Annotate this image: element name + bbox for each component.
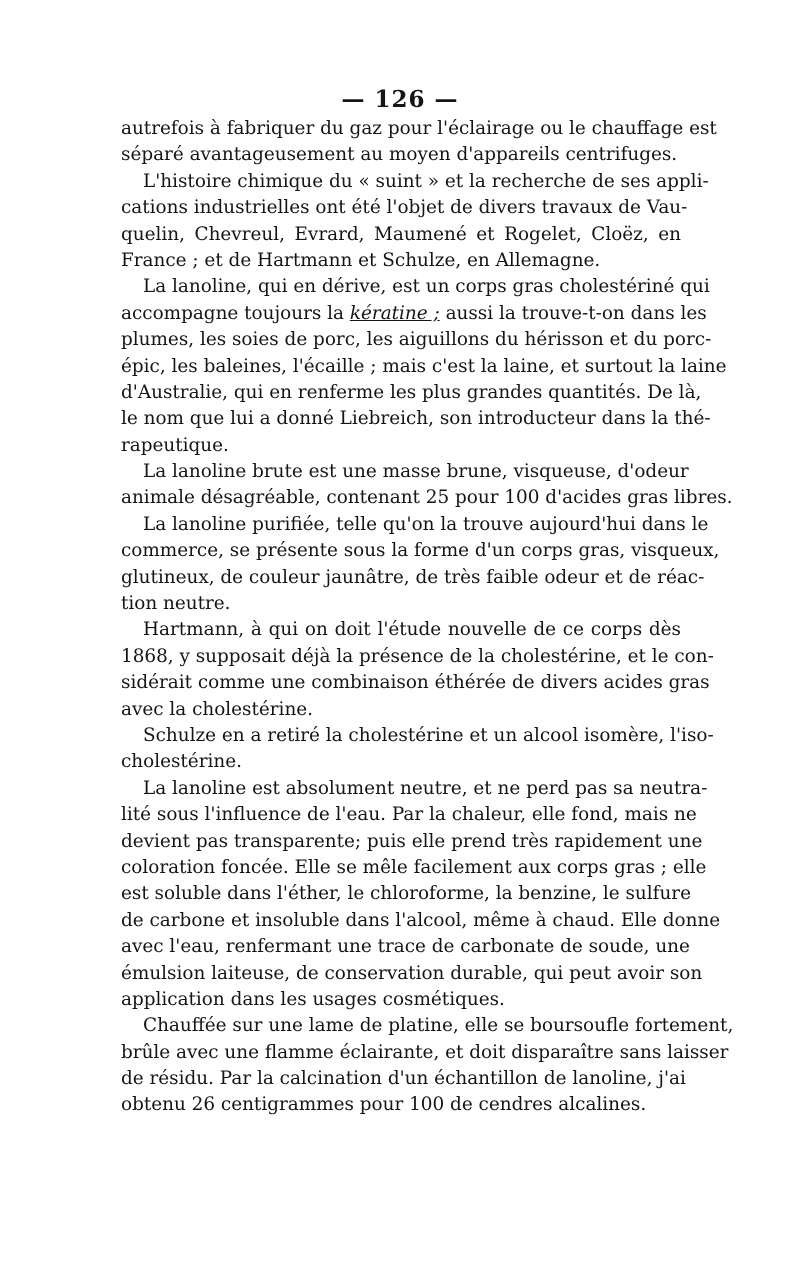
text-line: avec l'eau, renfermant une trace de carbonate de soude, une	[121, 936, 690, 958]
text-line: glutineux, de couleur jaunâtre, de très faible odeur et de réac-	[121, 566, 705, 588]
text-line: La lanoline, qui en dérive, est un corps gras cholestériné qui	[143, 276, 710, 298]
text-line: avec la cholestérine.	[121, 698, 314, 720]
text-line: plumes, les soies de porc, les aiguillons du hérisson et du porc-	[121, 329, 712, 351]
text-line: tion neutre.	[121, 593, 231, 615]
text-line: Schulze en a retiré la cholestérine et un alcool isomère, l'iso-	[143, 724, 714, 746]
body-text	[121, 116, 734, 1119]
text-line: sidérait comme une combinaison éthérée de divers acides gras	[121, 672, 710, 694]
text-line: lité sous l'influence de l'eau. Par la chaleur, elle fond, mais ne	[121, 804, 697, 826]
text-line: cholestérine.	[121, 751, 242, 773]
text-line: épic, les baleines, l'écaille ; mais c'est la laine, et surtout la laine	[121, 355, 727, 377]
text-line: animale désagréable, contenant 25 pour 100 d'acides gras libres.	[121, 487, 733, 509]
text-line: coloration foncée. Elle se mêle facilement aux corps gras ; elle	[121, 856, 707, 878]
text-line: cations industrielles ont été l'objet de divers travaux de Vau-	[121, 197, 688, 219]
text-line: application dans les usages cosmétiques.	[121, 988, 505, 1010]
text-line: autrefois à fabriquer du gaz pour l'éclairage ou le chauffage est	[121, 118, 717, 139]
text-line: brûle avec une flamme éclairante, et doit disparaître sans laisser	[121, 1041, 729, 1063]
text-line: obtenu 26 centigrammes pour 100 de cendres alcalines.	[121, 1094, 647, 1116]
page-number-header: — 126 —	[341, 86, 459, 113]
text-segment: accompagne toujours la	[121, 302, 345, 324]
italic-term: kératine ;	[349, 302, 440, 324]
text-line: émulsion laiteuse, de conservation durable, qui peut avoir son	[121, 962, 703, 984]
text-line: Hartmann, à qui on doit l'étude nouvelle de ce corps dès	[143, 619, 681, 641]
text-segment: aussi la trouve-t-on dans les	[445, 302, 707, 324]
text-line: La lanoline purifiée, telle qu'on la trouve aujourd'hui dans le	[143, 513, 709, 535]
text-line: rapeutique.	[121, 434, 229, 456]
text-line: La lanoline est absolument neutre, et ne perd pas sa neutra-	[143, 777, 708, 799]
text-line: le nom que lui a donné Liebreich, son introducteur dans la thé-	[121, 408, 711, 430]
text-line: devient pas transparente; puis elle prend très rapidement une	[121, 830, 703, 852]
text-line: La lanoline brute est une masse brune, visqueuse, d'odeur	[143, 461, 689, 483]
text-line: 1868, y supposait déjà la présence de la cholestérine, et le con-	[121, 645, 714, 667]
text-line: quelin, Chevreul, Evrard, Maumené et Rogelet, Cloëz, en	[121, 223, 681, 245]
text-line: Chauffée sur une lame de platine, elle se boursoufle fortement,	[143, 1015, 734, 1037]
text-line: L'histoire chimique du « suint » et la recherche de ses appli-	[143, 170, 709, 192]
text-line: commerce, se présente sous la forme d'un corps gras, visqueux,	[121, 540, 720, 562]
text-line: de résidu. Par la calcination d'un échantillon de lanoline, j'ai	[121, 1068, 686, 1090]
text-line: de carbone et insoluble dans l'alcool, même à chaud. Elle donne	[121, 909, 721, 931]
text-line: d'Australie, qui en renferme les plus grandes quantités. De là,	[121, 381, 702, 403]
text-line: France ; et de Hartmann et Schulze, en Allemagne.	[121, 249, 601, 271]
text-line	[121, 301, 707, 327]
text-line: séparé avantageusement au moyen d'appareils centrifuges.	[121, 144, 678, 166]
text-line: est soluble dans l'éther, le chloroforme, la benzine, le sulfure	[121, 883, 691, 905]
